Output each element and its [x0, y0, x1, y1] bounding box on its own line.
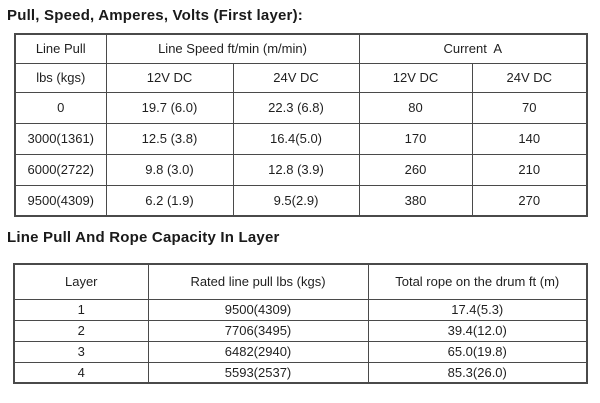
- table-cell: 3000(1361): [15, 123, 106, 154]
- table-cell: 210: [472, 154, 587, 185]
- table-cell: 270: [472, 185, 587, 216]
- header-line-pull: Line Pull: [15, 34, 106, 63]
- table-cell: 1: [14, 299, 148, 320]
- table-cell: 6.2 (1.9): [106, 185, 233, 216]
- table-cell: 16.4(5.0): [233, 123, 359, 154]
- table-cell: 9.8 (3.0): [106, 154, 233, 185]
- table-row: [15, 185, 587, 216]
- table-cell: 0: [15, 92, 106, 123]
- pull-speed-amperes-volts-table: [14, 33, 588, 217]
- table-cell: 6000(2722): [15, 154, 106, 185]
- table-header-row: [14, 264, 587, 299]
- table-row: [14, 341, 587, 362]
- header-total-rope: Total rope on the drum ft (m): [368, 264, 587, 299]
- table-cell: 7706(3495): [148, 320, 368, 341]
- table-cell: 9500(4309): [148, 299, 368, 320]
- table-header-row: [15, 34, 587, 63]
- section2-title: Line Pull And Rope Capacity In Layer: [7, 229, 280, 246]
- table-cell: 12.8 (3.9): [233, 154, 359, 185]
- table-cell: 5593(2537): [148, 362, 368, 383]
- subheader-current-24v: 24V DC: [472, 63, 587, 92]
- table-cell: 140: [472, 123, 587, 154]
- table-cell: 17.4(5.3): [368, 299, 587, 320]
- subheader-lbs-kgs: lbs (kgs): [15, 63, 106, 92]
- header-layer: Layer: [14, 264, 148, 299]
- table-subheader-row: [15, 63, 587, 92]
- table-cell: 80: [359, 92, 472, 123]
- table-cell: 22.3 (6.8): [233, 92, 359, 123]
- table-cell: 170: [359, 123, 472, 154]
- table-cell: 19.7 (6.0): [106, 92, 233, 123]
- header-line-speed: Line Speed ft/min (m/min): [106, 34, 359, 63]
- table-cell: 9.5(2.9): [233, 185, 359, 216]
- table-cell: 380: [359, 185, 472, 216]
- table-cell: 260: [359, 154, 472, 185]
- table-row: [15, 154, 587, 185]
- table-cell: 70: [472, 92, 587, 123]
- table-cell: 4: [14, 362, 148, 383]
- table-cell: 3: [14, 341, 148, 362]
- table-row: [14, 320, 587, 341]
- table-cell: 65.0(19.8): [368, 341, 587, 362]
- subheader-speed-24v: 24V DC: [233, 63, 359, 92]
- table-row: [14, 362, 587, 383]
- table-cell: 2: [14, 320, 148, 341]
- header-current: Current A: [359, 34, 587, 63]
- table-cell: 39.4(12.0): [368, 320, 587, 341]
- table-cell: 9500(4309): [15, 185, 106, 216]
- header-rated-line-pull: Rated line pull lbs (kgs): [148, 264, 368, 299]
- subheader-current-12v: 12V DC: [359, 63, 472, 92]
- table-cell: 12.5 (3.8): [106, 123, 233, 154]
- subheader-speed-12v: 12V DC: [106, 63, 233, 92]
- table-row: [15, 92, 587, 123]
- table-cell: 85.3(26.0): [368, 362, 587, 383]
- table-row: [14, 299, 587, 320]
- table-cell: 6482(2940): [148, 341, 368, 362]
- section1-title: Pull, Speed, Amperes, Volts (First layer):: [7, 7, 303, 24]
- table-row: [15, 123, 587, 154]
- rope-capacity-table: [13, 263, 588, 384]
